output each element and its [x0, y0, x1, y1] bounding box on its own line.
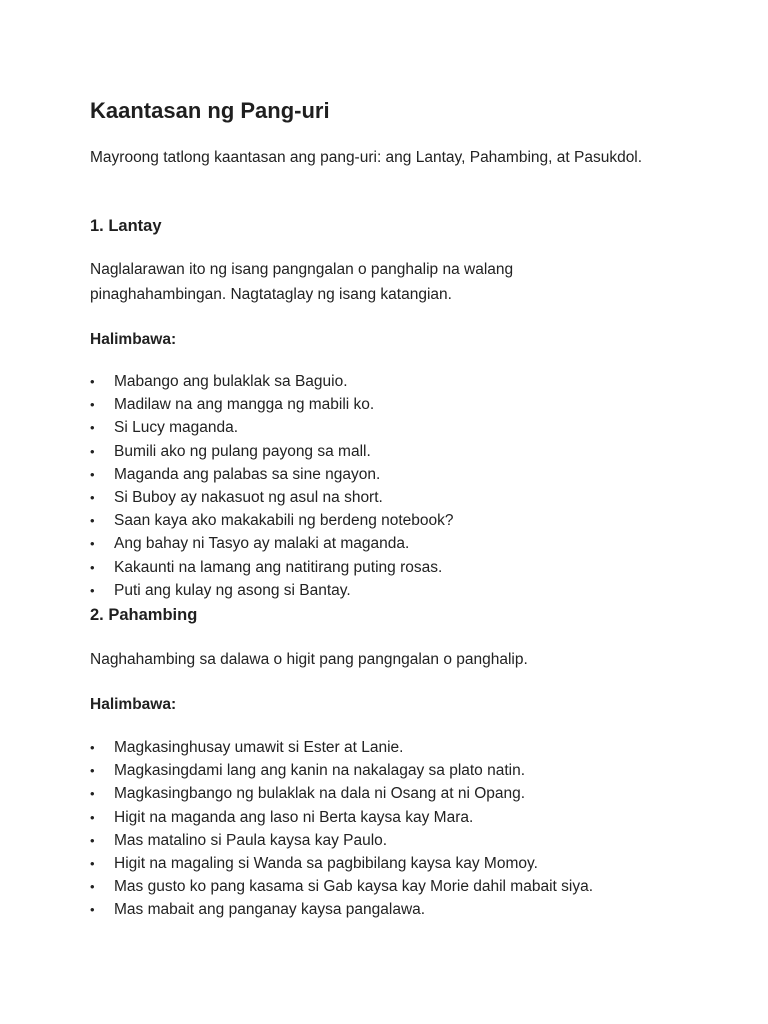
list-item — [90, 898, 690, 921]
list-item — [90, 370, 690, 393]
bullet-icon: • — [90, 489, 95, 505]
bullet-icon: • — [90, 809, 95, 825]
examples-list-pahambing — [90, 736, 690, 922]
bullet-icon: • — [90, 763, 95, 779]
list-item — [90, 509, 690, 532]
bullet-icon: • — [90, 855, 95, 871]
list-item — [90, 393, 690, 416]
example-text: Si Lucy maganda. — [114, 419, 239, 437]
list-item — [90, 875, 690, 898]
list-item — [90, 440, 690, 463]
examples-list-lantay — [90, 370, 690, 602]
example-text: Puti ang kulay ng asong si Bantay. — [114, 581, 351, 599]
list-item — [90, 486, 690, 509]
list-item — [90, 806, 690, 829]
example-text: Kakaunti na lamang ang natitirang puting rosas. — [114, 558, 443, 576]
bullet-icon: • — [90, 582, 95, 598]
example-text: Bumili ako ng pulang payong sa mall. — [114, 442, 371, 460]
bullet-icon: • — [90, 466, 95, 482]
example-text: Mabango ang bulaklak sa Baguio. — [114, 373, 348, 390]
example-text: Ang bahay ni Tasyo ay malaki at maganda. — [114, 535, 410, 553]
bullet-icon: • — [90, 832, 95, 848]
example-text: Higit na maganda ang laso ni Berta kaysa kay Mara. — [114, 808, 474, 826]
examples-label-lantay: Halimbawa: — [90, 331, 177, 348]
example-text: Magkasingdami lang ang kanin na nakalagay sa plato natin. — [114, 762, 526, 780]
examples-label-pahambing: Halimbawa: — [90, 696, 177, 713]
list-item — [90, 579, 690, 602]
bullet-icon: • — [90, 397, 95, 413]
bullet-icon: • — [90, 740, 95, 755]
bullet-icon: • — [90, 879, 95, 895]
bullet-icon: • — [90, 902, 95, 918]
bullet-icon: • — [90, 374, 95, 389]
bullet-icon: • — [90, 786, 95, 802]
example-text: Madilaw na ang mangga ng mabili ko. — [114, 396, 375, 414]
bullet-icon: • — [90, 420, 95, 436]
example-text: Higit na magaling si Wanda sa pagbibilang kaysa kay Momoy. — [114, 854, 538, 872]
section-description-lantay: Naglalarawan ito ng isang pangngalan o panghalip na walang pinaghahambingan. Nagtataglay ng isang katangian. — [90, 261, 514, 303]
example-text: Magkasingbango ng bulaklak na dala ni Osang at ni Opang. — [114, 785, 526, 803]
example-text: Maganda ang palabas sa sine ngayon. — [114, 465, 381, 483]
example-text: Si Buboy ay nakasuot ng asul na short. — [114, 488, 383, 506]
bullet-icon: • — [90, 443, 95, 459]
list-item — [90, 759, 690, 782]
bullet-icon: • — [90, 536, 95, 552]
list-item — [90, 556, 690, 579]
section-description-pahambing: Naghahambing sa dalawa o higit pang pangngalan o panghalip. — [90, 651, 528, 668]
list-item — [90, 736, 690, 759]
bullet-icon: • — [90, 559, 95, 575]
intro-paragraph: Mayroong tatlong kaantasan ang pang-uri: ang Lantay, Pahambing, at Pasukdol. — [90, 149, 643, 166]
section-heading-lantay: 1. Lantay — [90, 217, 162, 235]
list-item — [90, 416, 690, 439]
example-text: Saan kaya ako makakabili ng berdeng notebook? — [114, 512, 454, 530]
example-text: Magkasinghusay umawit si Ester at Lanie. — [114, 739, 404, 756]
list-item — [90, 829, 690, 852]
section-heading-pahambing: 2. Pahambing — [90, 606, 198, 624]
list-item — [90, 463, 690, 486]
list-item — [90, 782, 690, 805]
page-title: Kaantasan ng Pang-uri — [90, 98, 330, 123]
list-item — [90, 852, 690, 875]
example-text: Mas gusto ko pang kasama si Gab kaysa kay Morie dahil mabait siya. — [114, 878, 594, 896]
example-text: Mas matalino si Paula kaysa kay Paulo. — [114, 831, 388, 849]
list-item — [90, 532, 690, 555]
bullet-icon: • — [90, 513, 95, 529]
example-text: Mas mabait ang panganay kaysa pangalawa. — [114, 901, 426, 919]
